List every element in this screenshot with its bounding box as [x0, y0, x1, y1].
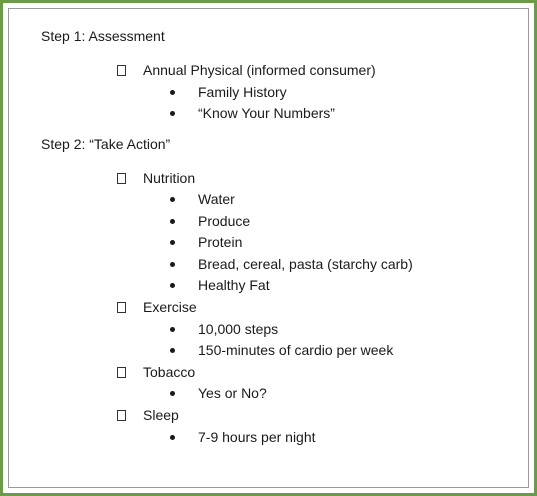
- bullet-item-label: Water: [198, 191, 235, 207]
- bullet-item-label: 7-9 hours per night: [198, 429, 316, 445]
- bullet-item-family-history: [168, 83, 287, 101]
- bullet-item-hours-per-night: [168, 428, 316, 446]
- bullet-item-label: Produce: [198, 213, 251, 229]
- bullet-icon: [170, 391, 175, 396]
- bullet-item-starchy-carb: [168, 255, 413, 273]
- bullet-item-produce: [168, 212, 250, 230]
- bullet-icon: [170, 435, 175, 440]
- checklist-item-label: Annual Physical (informed consumer): [143, 62, 376, 78]
- bullet-icon: [170, 283, 175, 288]
- bullet-item-know-your-numbers: [168, 104, 335, 122]
- bullet-icon: [170, 219, 175, 224]
- bullet-item-label: Bread, cereal, pasta (starchy carb): [198, 256, 413, 272]
- bullet-icon: [170, 327, 175, 332]
- checklist-item-exercise: [117, 298, 197, 316]
- checklist-item-nutrition: [117, 169, 195, 187]
- checkbox-icon: [117, 173, 126, 184]
- bullet-item-label: “Know Your Numbers”: [198, 105, 335, 121]
- checklist-item-sleep: [117, 406, 179, 424]
- bullet-item-water: [168, 190, 235, 208]
- checklist-item-annual-physical: [117, 61, 376, 79]
- checklist-item-label: Tobacco: [143, 364, 196, 380]
- checklist-item-label: Exercise: [143, 299, 197, 315]
- bullet-icon: [170, 111, 175, 116]
- checkbox-icon: [117, 65, 126, 76]
- bullet-icon: [170, 197, 175, 202]
- bullet-item-label: Protein: [198, 234, 243, 250]
- bullet-item-yes-or-no: [168, 384, 267, 402]
- bullet-item-label: Healthy Fat: [198, 277, 270, 293]
- bullet-item-cardio: [168, 341, 393, 359]
- bullet-item-label: 10,000 steps: [198, 321, 279, 337]
- document-inner-border: [8, 8, 529, 488]
- step-2-heading: Step 2: “Take Action”: [41, 136, 171, 152]
- checklist-item-tobacco: [117, 363, 195, 381]
- bullet-icon: [170, 348, 175, 353]
- bullet-item-label: Yes or No?: [198, 385, 267, 401]
- bullet-item-steps: [168, 320, 278, 338]
- bullet-item-protein: [168, 233, 242, 251]
- step-1-heading: Step 1: Assessment: [41, 28, 165, 44]
- checklist-item-label: Nutrition: [143, 170, 196, 186]
- bullet-item-label: Family History: [198, 84, 287, 100]
- bullet-icon: [170, 240, 175, 245]
- bullet-item-healthy-fat: [168, 276, 270, 294]
- checkbox-icon: [117, 302, 126, 313]
- checkbox-icon: [117, 410, 126, 421]
- bullet-item-label: 150-minutes of cardio per week: [198, 342, 394, 358]
- bullet-icon: [170, 90, 175, 95]
- bullet-icon: [170, 262, 175, 267]
- checkbox-icon: [117, 367, 126, 378]
- checklist-item-label: Sleep: [143, 407, 179, 423]
